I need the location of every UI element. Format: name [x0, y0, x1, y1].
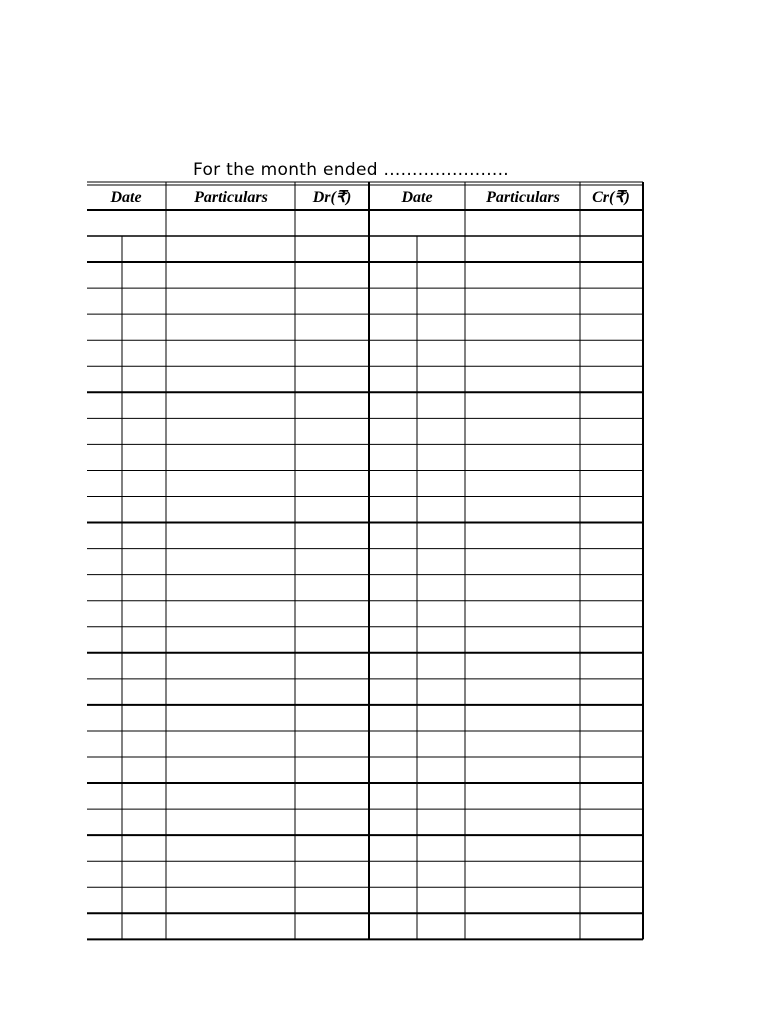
header-dr-amount: Dr(₹)	[312, 189, 352, 206]
header-cr-amount: Cr(₹)	[592, 189, 630, 206]
header-cr-particulars: Particulars	[486, 189, 560, 206]
header-cr-date: Date	[401, 189, 433, 206]
page-title: For the month ended ......................	[193, 160, 510, 180]
header-dr-date: Date	[110, 189, 142, 206]
header-dr-particulars: Particulars	[194, 189, 268, 206]
grid-lines	[87, 182, 643, 939]
